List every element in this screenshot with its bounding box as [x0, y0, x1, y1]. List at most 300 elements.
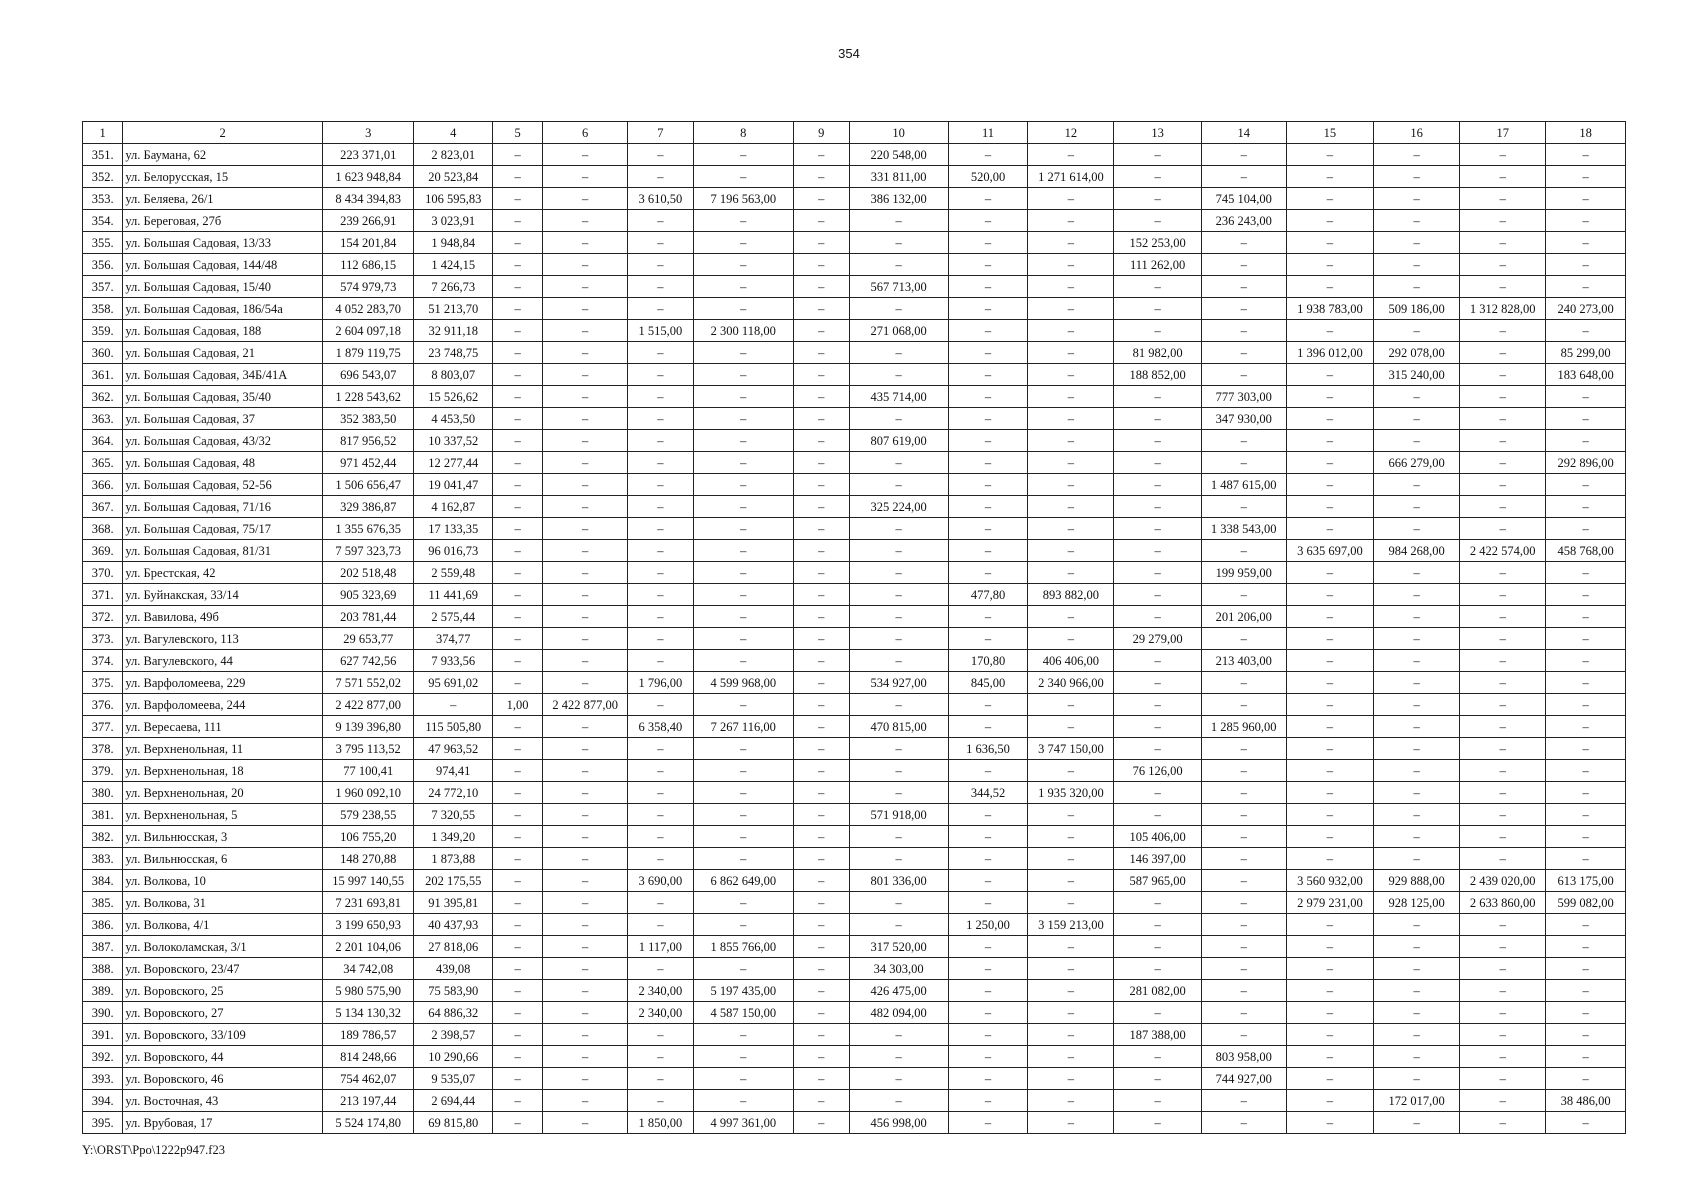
value-cell: 15 526,62: [414, 386, 493, 408]
table-row: [83, 144, 1626, 166]
value-cell: –: [793, 342, 849, 364]
value-cell: –: [849, 474, 948, 496]
value-cell: –: [1546, 980, 1626, 1002]
value-cell: –: [793, 1024, 849, 1046]
value-cell: –: [543, 430, 628, 452]
value-cell: –: [543, 1024, 628, 1046]
address-cell: ул. Большая Садовая, 186/54а: [123, 298, 323, 320]
value-cell: 4 599 968,00: [693, 672, 793, 694]
value-cell: –: [1114, 914, 1201, 936]
value-cell: –: [793, 892, 849, 914]
value-cell: 199 959,00: [1201, 562, 1286, 584]
value-cell: –: [543, 210, 628, 232]
value-cell: 17 133,35: [414, 518, 493, 540]
value-cell: –: [1028, 826, 1114, 848]
value-cell: –: [849, 1046, 948, 1068]
value-cell: –: [793, 650, 849, 672]
value-cell: 2 575,44: [414, 606, 493, 628]
value-cell: 1 873,88: [414, 848, 493, 870]
address-cell: ул. Большая Садовая, 81/31: [123, 540, 323, 562]
address-cell: ул. Вересаева, 111: [123, 716, 323, 738]
value-cell: –: [1114, 782, 1201, 804]
value-cell: –: [543, 276, 628, 298]
value-cell: –: [1028, 320, 1114, 342]
value-cell: –: [1201, 540, 1286, 562]
table-row: [83, 892, 1626, 914]
row-number-cell: 392.: [83, 1046, 123, 1068]
value-cell: –: [948, 408, 1028, 430]
value-cell: 201 206,00: [1201, 606, 1286, 628]
value-cell: –: [1028, 760, 1114, 782]
value-cell: 95 691,02: [414, 672, 493, 694]
value-cell: –: [1286, 1024, 1373, 1046]
value-cell: –: [543, 518, 628, 540]
value-cell: 801 336,00: [849, 870, 948, 892]
value-cell: –: [1114, 1112, 1201, 1134]
value-cell: –: [1546, 672, 1626, 694]
value-cell: –: [1286, 716, 1373, 738]
value-cell: –: [1201, 848, 1286, 870]
value-cell: –: [948, 254, 1028, 276]
value-cell: –: [693, 1024, 793, 1046]
value-cell: –: [492, 144, 542, 166]
value-cell: 170,80: [948, 650, 1028, 672]
value-cell: 34 742,08: [322, 958, 414, 980]
value-cell: –: [628, 342, 693, 364]
value-cell: –: [1201, 826, 1286, 848]
value-cell: 3 610,50: [628, 188, 693, 210]
value-cell: –: [793, 848, 849, 870]
value-cell: 40 437,93: [414, 914, 493, 936]
value-cell: –: [1460, 848, 1546, 870]
address-cell: ул. Волкова, 10: [123, 870, 323, 892]
value-cell: –: [1374, 144, 1460, 166]
value-cell: –: [948, 958, 1028, 980]
value-cell: 146 397,00: [1114, 848, 1201, 870]
value-cell: 27 818,06: [414, 936, 493, 958]
value-cell: 574 979,73: [322, 276, 414, 298]
column-header: 13: [1114, 122, 1201, 144]
table-row: [83, 650, 1626, 672]
address-cell: ул. Восточная, 43: [123, 1090, 323, 1112]
row-number-cell: 363.: [83, 408, 123, 430]
value-cell: –: [628, 958, 693, 980]
value-cell: –: [693, 694, 793, 716]
value-cell: –: [793, 914, 849, 936]
value-cell: –: [1546, 738, 1626, 760]
column-header: 15: [1286, 122, 1373, 144]
table-row: [83, 166, 1626, 188]
value-cell: 803 958,00: [1201, 1046, 1286, 1068]
value-cell: –: [849, 738, 948, 760]
value-cell: –: [492, 408, 542, 430]
value-cell: –: [1028, 364, 1114, 386]
value-cell: 1 855 766,00: [693, 936, 793, 958]
value-cell: –: [1114, 496, 1201, 518]
address-cell: ул. Верхненольная, 5: [123, 804, 323, 826]
value-cell: –: [1114, 276, 1201, 298]
value-cell: –: [1201, 1090, 1286, 1112]
row-number-cell: 380.: [83, 782, 123, 804]
value-cell: 34 303,00: [849, 958, 948, 980]
value-cell: –: [1028, 408, 1114, 430]
value-cell: –: [1114, 606, 1201, 628]
value-cell: –: [948, 980, 1028, 1002]
value-cell: 77 100,41: [322, 760, 414, 782]
value-cell: 984 268,00: [1374, 540, 1460, 562]
value-cell: –: [1201, 672, 1286, 694]
value-cell: –: [1114, 584, 1201, 606]
table-row: [83, 298, 1626, 320]
value-cell: –: [492, 452, 542, 474]
value-cell: –: [492, 606, 542, 628]
value-cell: –: [543, 584, 628, 606]
value-cell: –: [628, 518, 693, 540]
value-cell: –: [1201, 496, 1286, 518]
value-cell: –: [849, 364, 948, 386]
value-cell: –: [1286, 914, 1373, 936]
value-cell: 439,08: [414, 958, 493, 980]
value-cell: 7 320,55: [414, 804, 493, 826]
page-number: 354: [838, 46, 860, 61]
table-row: [83, 518, 1626, 540]
value-cell: –: [1460, 672, 1546, 694]
value-cell: –: [492, 716, 542, 738]
value-cell: –: [1460, 1024, 1546, 1046]
value-cell: –: [1286, 760, 1373, 782]
value-cell: –: [793, 276, 849, 298]
value-cell: –: [948, 1046, 1028, 1068]
value-cell: –: [948, 1112, 1028, 1134]
value-cell: –: [1374, 694, 1460, 716]
value-cell: –: [543, 232, 628, 254]
value-cell: 1,00: [492, 694, 542, 716]
address-cell: ул. Большая Садовая, 37: [123, 408, 323, 430]
value-cell: 329 386,87: [322, 496, 414, 518]
value-cell: –: [492, 848, 542, 870]
value-cell: –: [793, 1046, 849, 1068]
value-cell: –: [1374, 474, 1460, 496]
value-cell: –: [1374, 166, 1460, 188]
value-cell: –: [693, 606, 793, 628]
value-cell: –: [1028, 628, 1114, 650]
value-cell: –: [492, 254, 542, 276]
value-cell: –: [492, 782, 542, 804]
value-cell: 845,00: [948, 672, 1028, 694]
column-header: 1: [83, 122, 123, 144]
value-cell: –: [1286, 804, 1373, 826]
value-cell: –: [1114, 716, 1201, 738]
table-row: [83, 188, 1626, 210]
table-row: [83, 628, 1626, 650]
value-cell: 4 453,50: [414, 408, 493, 430]
value-cell: –: [1546, 210, 1626, 232]
value-cell: –: [1546, 848, 1626, 870]
address-cell: ул. Врубовая, 17: [123, 1112, 323, 1134]
value-cell: 2 300 118,00: [693, 320, 793, 342]
value-cell: 10 337,52: [414, 430, 493, 452]
column-header: 16: [1374, 122, 1460, 144]
row-number-cell: 376.: [83, 694, 123, 716]
address-cell: ул. Волкова, 31: [123, 892, 323, 914]
value-cell: –: [1286, 166, 1373, 188]
value-cell: –: [628, 430, 693, 452]
value-cell: –: [1286, 276, 1373, 298]
value-cell: –: [1286, 584, 1373, 606]
row-number-cell: 394.: [83, 1090, 123, 1112]
value-cell: 7 196 563,00: [693, 188, 793, 210]
value-cell: –: [543, 298, 628, 320]
row-number-cell: 377.: [83, 716, 123, 738]
value-cell: –: [1460, 958, 1546, 980]
value-cell: 971 452,44: [322, 452, 414, 474]
address-cell: ул. Буйнакская, 33/14: [123, 584, 323, 606]
value-cell: –: [543, 1090, 628, 1112]
value-cell: –: [1114, 518, 1201, 540]
value-cell: 696 543,07: [322, 364, 414, 386]
value-cell: –: [1546, 232, 1626, 254]
value-cell: –: [1286, 430, 1373, 452]
row-number-cell: 371.: [83, 584, 123, 606]
value-cell: –: [543, 144, 628, 166]
value-cell: –: [948, 760, 1028, 782]
value-cell: –: [1374, 606, 1460, 628]
value-cell: –: [1374, 518, 1460, 540]
value-cell: –: [414, 694, 493, 716]
value-cell: –: [1286, 144, 1373, 166]
value-cell: 172 017,00: [1374, 1090, 1460, 1112]
value-cell: –: [543, 958, 628, 980]
value-cell: –: [948, 936, 1028, 958]
value-cell: –: [948, 1024, 1028, 1046]
value-cell: 587 965,00: [1114, 870, 1201, 892]
value-cell: 579 238,55: [322, 804, 414, 826]
value-cell: –: [1028, 210, 1114, 232]
row-number-cell: 351.: [83, 144, 123, 166]
value-cell: –: [492, 936, 542, 958]
value-cell: –: [628, 1090, 693, 1112]
value-cell: –: [693, 628, 793, 650]
row-number-cell: 360.: [83, 342, 123, 364]
value-cell: –: [492, 276, 542, 298]
value-cell: –: [793, 210, 849, 232]
table-row: [83, 870, 1626, 892]
value-cell: –: [492, 518, 542, 540]
value-cell: 2 422 877,00: [543, 694, 628, 716]
value-cell: –: [543, 1046, 628, 1068]
value-cell: –: [793, 320, 849, 342]
value-cell: –: [628, 562, 693, 584]
value-cell: –: [628, 1024, 693, 1046]
row-number-cell: 357.: [83, 276, 123, 298]
value-cell: –: [1114, 1046, 1201, 1068]
value-cell: –: [793, 364, 849, 386]
value-cell: –: [849, 628, 948, 650]
value-cell: 1 935 320,00: [1028, 782, 1114, 804]
value-cell: 974,41: [414, 760, 493, 782]
value-cell: 223 371,01: [322, 144, 414, 166]
value-cell: –: [628, 166, 693, 188]
value-cell: –: [1114, 1090, 1201, 1112]
value-cell: –: [793, 672, 849, 694]
value-cell: –: [1201, 298, 1286, 320]
value-cell: –: [948, 892, 1028, 914]
value-cell: –: [849, 298, 948, 320]
value-cell: 271 068,00: [849, 320, 948, 342]
value-cell: –: [693, 364, 793, 386]
value-cell: –: [628, 914, 693, 936]
value-cell: –: [1201, 958, 1286, 980]
value-cell: –: [1546, 914, 1626, 936]
value-cell: –: [1460, 650, 1546, 672]
value-cell: –: [693, 1090, 793, 1112]
value-cell: –: [849, 848, 948, 870]
value-cell: –: [1028, 848, 1114, 870]
value-cell: –: [948, 276, 1028, 298]
value-cell: –: [1028, 474, 1114, 496]
value-cell: –: [849, 892, 948, 914]
value-cell: –: [1546, 320, 1626, 342]
row-number-cell: 366.: [83, 474, 123, 496]
value-cell: 435 714,00: [849, 386, 948, 408]
value-cell: –: [628, 452, 693, 474]
value-cell: –: [693, 452, 793, 474]
value-cell: –: [1460, 210, 1546, 232]
value-cell: –: [492, 1002, 542, 1024]
value-cell: –: [793, 298, 849, 320]
value-cell: 1 879 119,75: [322, 342, 414, 364]
value-cell: –: [793, 716, 849, 738]
value-cell: –: [693, 276, 793, 298]
value-cell: 744 927,00: [1201, 1068, 1286, 1090]
value-cell: –: [492, 320, 542, 342]
address-cell: ул. Береговая, 27б: [123, 210, 323, 232]
value-cell: –: [1546, 496, 1626, 518]
value-cell: –: [1546, 694, 1626, 716]
value-cell: –: [543, 496, 628, 518]
value-cell: –: [543, 914, 628, 936]
value-cell: 2 633 860,00: [1460, 892, 1546, 914]
value-cell: –: [1374, 936, 1460, 958]
value-cell: –: [1546, 760, 1626, 782]
value-cell: –: [492, 364, 542, 386]
address-cell: ул. Большая Садовая, 52-56: [123, 474, 323, 496]
value-cell: –: [693, 254, 793, 276]
value-cell: –: [1546, 518, 1626, 540]
value-cell: 75 583,90: [414, 980, 493, 1002]
value-cell: 1 285 960,00: [1201, 716, 1286, 738]
value-cell: –: [1374, 210, 1460, 232]
row-number-cell: 354.: [83, 210, 123, 232]
value-cell: 325 224,00: [849, 496, 948, 518]
value-cell: –: [1460, 804, 1546, 826]
address-cell: ул. Большая Садовая, 21: [123, 342, 323, 364]
value-cell: 6 358,40: [628, 716, 693, 738]
value-cell: –: [793, 166, 849, 188]
value-cell: –: [543, 1112, 628, 1134]
value-cell: –: [1546, 958, 1626, 980]
value-cell: 1 850,00: [628, 1112, 693, 1134]
value-cell: 458 768,00: [1546, 540, 1626, 562]
value-cell: –: [628, 210, 693, 232]
value-cell: –: [1460, 980, 1546, 1002]
value-cell: –: [849, 650, 948, 672]
value-cell: –: [492, 496, 542, 518]
value-cell: –: [1546, 584, 1626, 606]
value-cell: –: [1460, 474, 1546, 496]
value-cell: 96 016,73: [414, 540, 493, 562]
value-cell: 4 997 361,00: [693, 1112, 793, 1134]
address-cell: ул. Верхненольная, 11: [123, 738, 323, 760]
value-cell: –: [543, 474, 628, 496]
value-cell: –: [1114, 804, 1201, 826]
value-cell: –: [1460, 430, 1546, 452]
row-number-cell: 383.: [83, 848, 123, 870]
value-cell: 905 323,69: [322, 584, 414, 606]
value-cell: –: [1286, 562, 1373, 584]
value-cell: –: [492, 430, 542, 452]
value-cell: 5 524 174,80: [322, 1112, 414, 1134]
value-cell: 893 882,00: [1028, 584, 1114, 606]
value-cell: –: [492, 958, 542, 980]
value-cell: 1 424,15: [414, 254, 493, 276]
value-cell: –: [1460, 584, 1546, 606]
value-cell: 627 742,56: [322, 650, 414, 672]
value-cell: –: [1374, 958, 1460, 980]
value-cell: –: [1546, 408, 1626, 430]
row-number-cell: 370.: [83, 562, 123, 584]
value-cell: –: [693, 650, 793, 672]
value-cell: 7 267 116,00: [693, 716, 793, 738]
value-cell: –: [543, 936, 628, 958]
table-row: [83, 210, 1626, 232]
row-number-cell: 386.: [83, 914, 123, 936]
value-cell: –: [1460, 232, 1546, 254]
table-row: [83, 342, 1626, 364]
address-cell: ул. Вагулевского, 44: [123, 650, 323, 672]
value-cell: 187 388,00: [1114, 1024, 1201, 1046]
value-cell: –: [1286, 232, 1373, 254]
value-cell: –: [1546, 936, 1626, 958]
value-cell: –: [849, 562, 948, 584]
value-cell: –: [1374, 1046, 1460, 1068]
value-cell: –: [1028, 958, 1114, 980]
value-cell: –: [492, 232, 542, 254]
value-cell: –: [1460, 364, 1546, 386]
value-cell: –: [1460, 628, 1546, 650]
value-cell: –: [793, 760, 849, 782]
table-header-row: [83, 122, 1626, 144]
value-cell: –: [1028, 188, 1114, 210]
value-cell: 1 349,20: [414, 826, 493, 848]
value-cell: 814 248,66: [322, 1046, 414, 1068]
value-cell: –: [948, 188, 1028, 210]
address-cell: ул. Волоколамская, 3/1: [123, 936, 323, 958]
value-cell: –: [1028, 980, 1114, 1002]
value-cell: 929 888,00: [1374, 870, 1460, 892]
value-cell: 928 125,00: [1374, 892, 1460, 914]
value-cell: –: [948, 606, 1028, 628]
value-cell: 1 938 783,00: [1286, 298, 1373, 320]
value-cell: 613 175,00: [1546, 870, 1626, 892]
value-cell: –: [492, 584, 542, 606]
value-cell: –: [1374, 408, 1460, 430]
value-cell: –: [1374, 980, 1460, 1002]
value-cell: 8 434 394,83: [322, 188, 414, 210]
value-cell: –: [793, 430, 849, 452]
value-cell: –: [948, 870, 1028, 892]
value-cell: 470 815,00: [849, 716, 948, 738]
